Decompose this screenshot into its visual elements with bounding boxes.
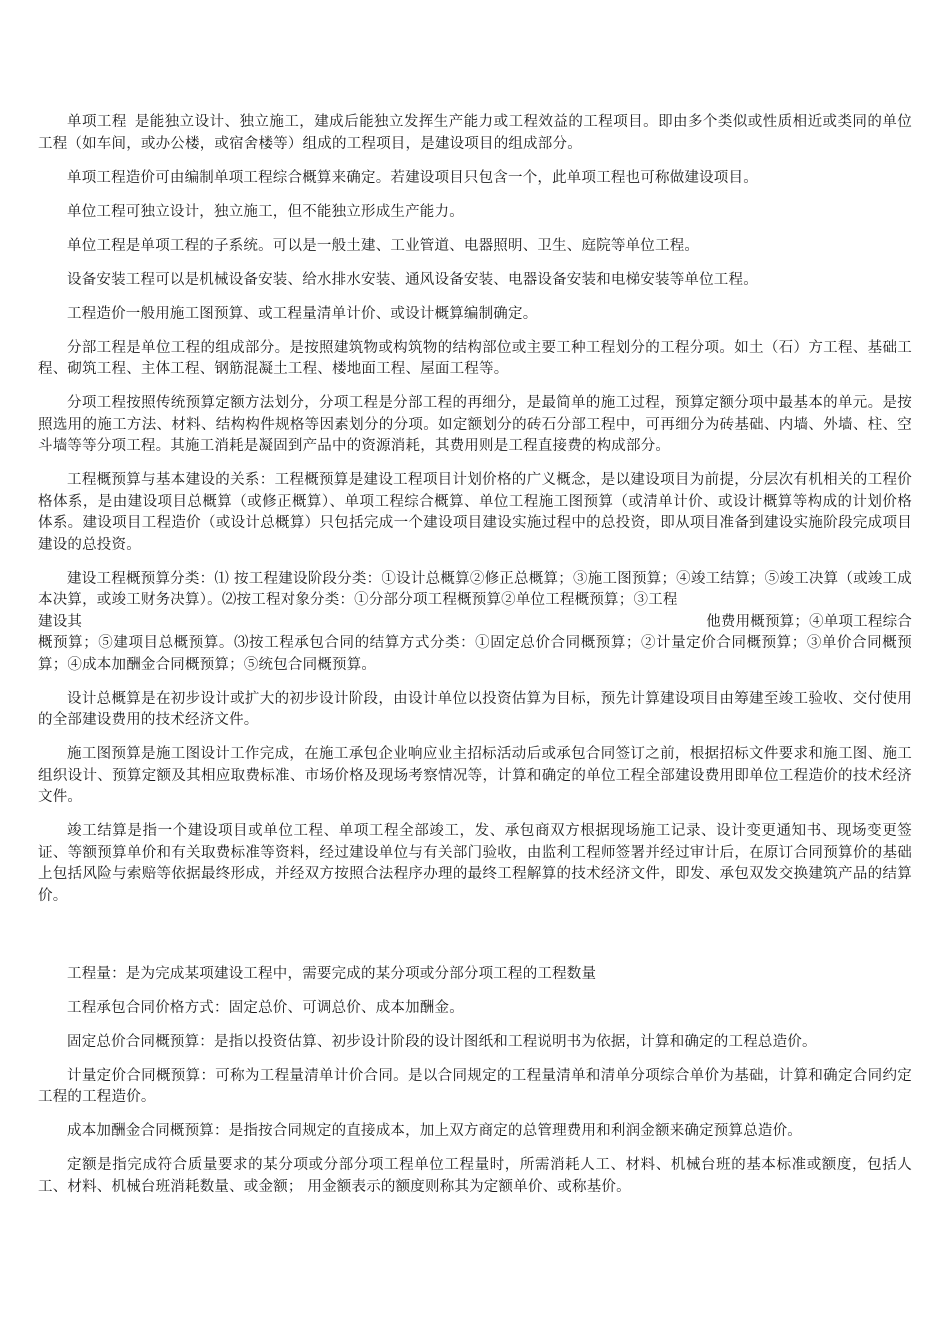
- paragraph-design-estimate: 设计总概算是在初步设计或扩大的初步设计阶段，由设计单位以投资估算为目标，预先计算建设项目由筹建至竣工验收、交付使用的全部建设费用的技术经济文件。: [38, 690, 912, 728]
- paragraph-budget-classification: [38, 569, 912, 677]
- paragraph-sub-item: 分项工程按照传统预算定额方法划分，分项工程是分部工程的再细分，是最简单的施工过程，预算定额分项中最基本的单元。是按照选用的施工方法、材料、结构构件规格等因素划分的分项。如定额划分的砖石分部工程中，可再细分为砖基础、内墙、外墙、柱、空斗墙等等分项工程。其施工消耗是凝固到产品中的资源消耗，其费用则是工程直接费的构成部分。: [38, 395, 912, 454]
- paragraph-budget-relation: 工程概预算与基本建设的关系：工程概预算是建设工程项目计划价格的广义概念，是以建设项目为前提，分层次有机相关的工程价格体系，是由建设项目总概算（或修正概算）、单项工程综合概算、单位工程施工图预算（或清单计价、或设计概算等构成的计划价格体系。建设项目工程造价（或设计总概算）只包括完成一个建设项目建设实施过程中的总投资，即从项目准备到建设实施阶段完成项目建设的总投资。: [38, 472, 912, 553]
- paragraph-unit-project-subsystem: 单位工程是单项工程的子系统。可以是一般土建、工业管道、电器照明、卫生、庭院等单位工程。: [67, 237, 700, 254]
- paragraph-completion-settlement: 竣工结算是指一个建设项目或单位工程、单项工程全部竣工，发、承包商双方根据现场施工记录、设计变更通知书、现场变更签证、等额预算单价和有关取费标准等资料，经过建设单位与有关部门验收，由监利工程师签署并经过审计后，在原订合同预算价的基础上包括风险与索赔等依据最终形成，并经双方按照合法程序办理的最终工程解算的技术经济文件，即发、承包双发交换建筑产品的结算价。: [38, 823, 912, 904]
- term-single-project: 单项工程: [67, 114, 127, 130]
- paragraph-cost-determination: 工程造价一般用施工图预算、或工程量清单计价、或设计概算编制确定。: [67, 305, 538, 322]
- paragraph-measured-price-contract: 计量定价合同概预算：可称为工程量清单计价合同。是以合同规定的工程量清单和清单分项综合单价为基础，计算和确定合同约定工程的工程造价。: [38, 1067, 912, 1105]
- paragraph-equipment-installation: 设备安装工程可以是机械设备安装、给水排水安装、通风设备安装、电器设备安装和电梯安装等单位工程。: [67, 271, 758, 288]
- classification-part-2-right: 他费用概预算；④单项工程综合: [706, 613, 912, 630]
- paragraph-fixed-price-contract: 固定总价合同概预算：是指以投资估算、初步设计阶段的设计图纸和工程说明书为依据，计算和确定的工程总造价。: [67, 1033, 817, 1050]
- paragraph-quota: 定额是指完成符合质量要求的某分项或分部分项工程单位工程量时，所需消耗人工、材料、机械台班的基本标准或额度，包括人工、材料、机械台班消耗数量、或金额； 用金额表示的额度则称其为定额单价、或称基价。: [38, 1157, 912, 1195]
- classification-part-2-left: 建设其: [38, 613, 83, 630]
- paragraph-construction-drawing-budget: 施工图预算是施工图设计工作完成，在施工承包企业响应业主招标活动后或承包合同签订之前，根据招标文件要求和施工图、施工组织设计、预算定额及其相应取费标准、市场价格及现场考察情况等，计算和确定的单位工程全部建设费用即单位工程造价的技术经济文件。: [38, 746, 912, 805]
- paragraph-contract-price-methods: 工程承包合同价格方式：固定总价、可调总价、成本加酬金。: [67, 999, 464, 1016]
- classification-part-1: 建设工程概预算分类：⑴ 按工程建设阶段分类：①设计总概算②修正总概算；③施工图预算；④竣工结算；⑤竣工决算（或竣工成本决算，或竣工财务决算）。⑵按工程对象分类：①分部分项工程概预算②单位工程概预算；③工程: [38, 570, 912, 608]
- paragraph-cost-plus-contract: 成本加酬金合同概预算：是指按合同规定的直接成本，加上双方商定的总管理费用和利润金额来确定预算总造价。: [67, 1123, 802, 1139]
- section-gap: [38, 920, 912, 964]
- paragraph-unit-project: 单位工程可独立设计，独立施工，但不能独立形成生产能力。: [67, 203, 464, 220]
- classification-part-2: [38, 612, 912, 634]
- paragraph-single-project-cost: 单项工程造价可由编制单项工程综合概算来确定。若建设项目只包含一个，此单项工程也可称做建设项目。: [67, 169, 758, 186]
- classification-part-3: 概预算；⑤建项目总概预算。⑶按工程承包合同的结算方式分类：①固定总价合同概预算；②计量定价合同概预算；③单价合同概预算；④成本加酬金合同概预算；⑤统包合同概预算。: [38, 635, 912, 673]
- paragraph-sub-division: 分部工程是单位工程的组成部分。是按照建筑物或构筑物的结构部位或主要工种工程划分的工程分项。如土（石）方工程、基础工程、砌筑工程、主体工程、钢筋混凝土工程、楼地面工程、屋面工程等。: [38, 339, 912, 377]
- paragraph-quantity: 工程量：是为完成某项建设工程中，需要完成的某分项或分部分项工程的工程数量: [67, 965, 597, 982]
- paragraph-single-project: 单项工程 是能独立设计、独立施工，建成后能独立发挥生产能力或工程效益的工程项目。即由多个类似或性质相近或类同的单位工程（如车间，或办公楼，或宿舍楼等）组成的工程项目，是建设项目的组成部分。: [38, 114, 912, 152]
